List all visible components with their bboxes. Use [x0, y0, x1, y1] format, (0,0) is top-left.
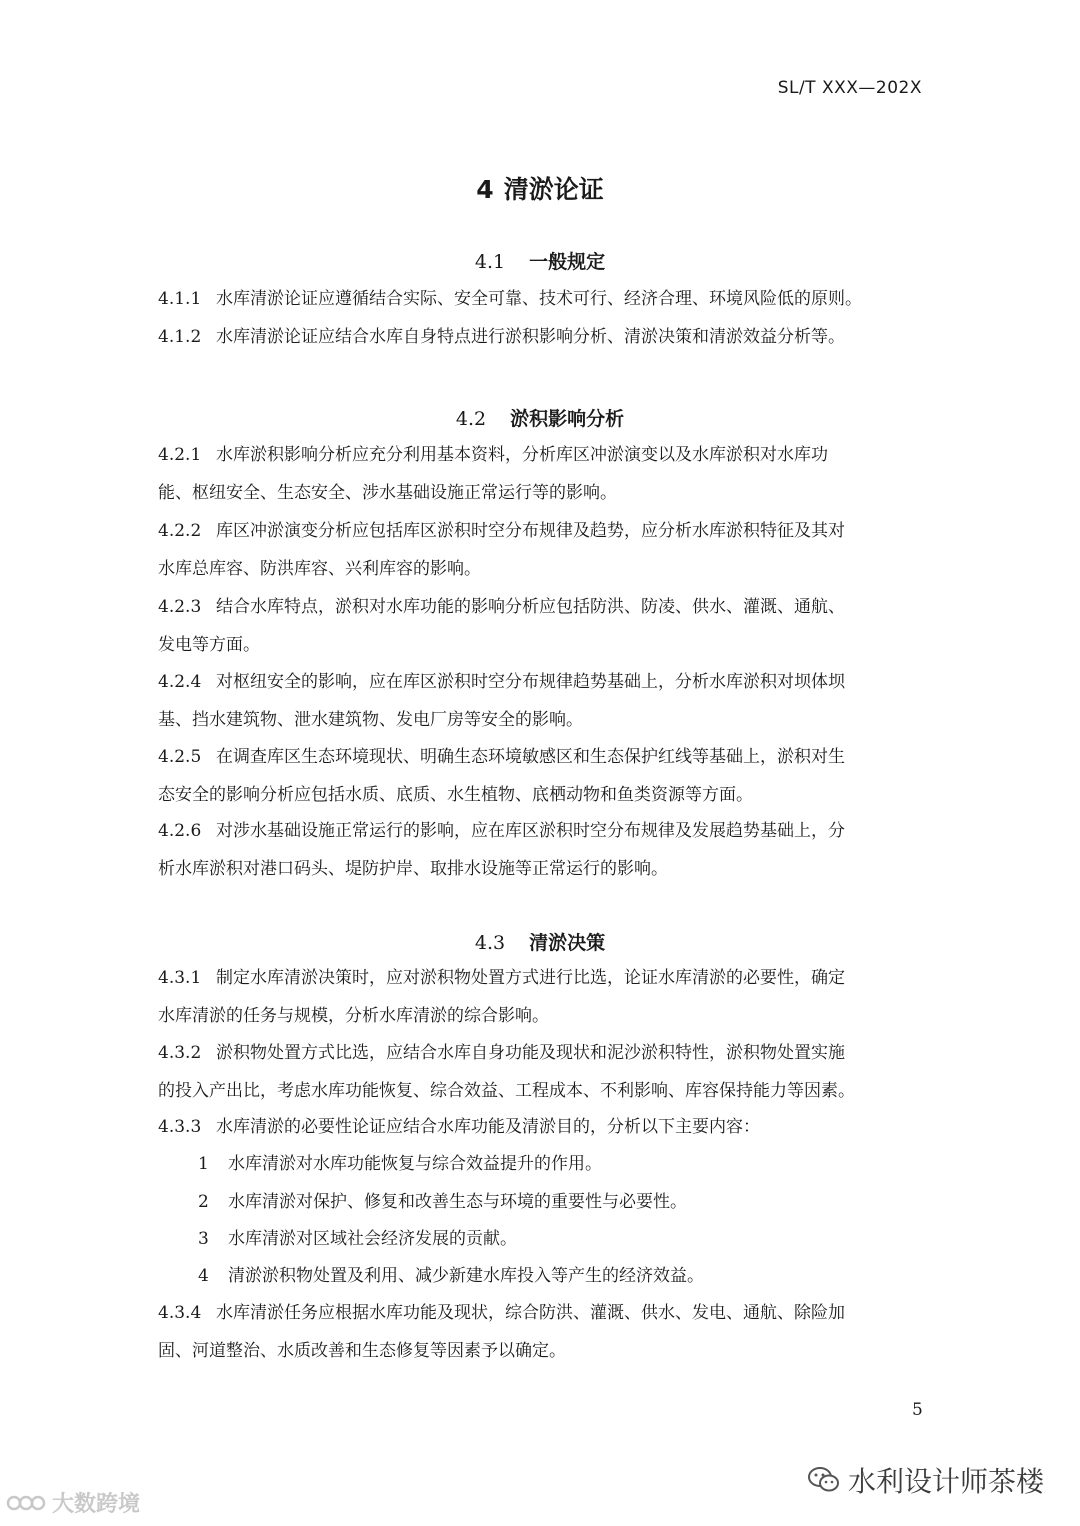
section-number: 4.2: [455, 408, 487, 430]
clause-text-line1: 在调查库区生态环境现状、明确生态环境敏感区和生态保护红线等基础上，淤积对生: [216, 747, 845, 767]
watermark-right-text: 水利设计师茶楼: [847, 1465, 1044, 1498]
clause-text-line1: 水库淤积影响分析应充分利用基本资料，分析库区冲淤演变以及水库淤积对水库功: [216, 445, 828, 465]
clause-4-1-2: [158, 318, 922, 356]
clause-4-2-5: [158, 738, 922, 814]
list-item-text: 水库清淤对保护、修复和改善生态与环境的重要性与必要性。: [228, 1192, 687, 1212]
clause-text-line2: 基、挡水建筑物、泄水建筑物、发电厂房等安全的影响。: [158, 710, 583, 730]
clause-text-line2: 的投入产出比，考虑水库功能恢复、综合效益、工程成本、不利影响、库容保持能力等因素。: [158, 1081, 855, 1101]
list-item-text: 水库清淤对水库功能恢复与综合效益提升的作用。: [228, 1154, 602, 1174]
clause-4-3-1: [158, 959, 922, 1035]
clause-number: 4.3.2: [158, 1043, 202, 1063]
watermark-right: [808, 1460, 1044, 1500]
clause-text-line2: 水库总库容、防洪库容、兴利库容的影响。: [158, 559, 481, 579]
clause-text: 水库清淤论证应结合水库自身特点进行淤积影响分析、清淤决策和清淤效益分析等。: [216, 327, 845, 347]
clause-number: 4.2.2: [158, 521, 202, 541]
clause-text-line1: 淤积物处置方式比选，应结合水库自身功能及现状和泥沙淤积特性，淤积物处置实施: [216, 1043, 845, 1063]
clause-number: 4.2.1: [158, 445, 202, 465]
clause-text-line1: 库区冲淤演变分析应包括库区淤积时空分布规律及趋势，应分析水库淤积特征及其对: [216, 521, 845, 541]
clause-text-line1: 制定水库清淤决策时，应对淤积物处置方式进行比选，论证水库清淤的必要性，确定: [216, 968, 845, 988]
clause-text-line2: 态安全的影响分析应包括水质、底质、水生植物、底栖动物和鱼类资源等方面。: [158, 785, 753, 805]
clause-text-line2: 能、枢纽安全、生态安全、涉水基础设施正常运行等的影响。: [158, 483, 617, 503]
section-number: 4.3: [474, 932, 506, 954]
watermark-left-text: 大数跨境: [52, 1492, 141, 1517]
clause-text-line1: 对枢纽安全的影响，应在库区淤积时空分布规律趋势基础上，分析水库淤积对坝体坝: [216, 672, 845, 692]
clause-number: 4.3.1: [158, 968, 202, 988]
clause-text-line1: 水库清淤任务应根据水库功能及现状，综合防洪、灌溉、供水、发电、通航、除险加: [216, 1303, 845, 1323]
clause-text-line1: 对涉水基础设施正常运行的影响，应在库区淤积时空分布规律及发展趋势基础上，分: [216, 821, 845, 841]
clause-4-2-2: [158, 512, 922, 588]
chapter-number: 4: [476, 175, 494, 204]
clause-number: 4.1.1: [158, 289, 202, 309]
clause-number: 4.3.3: [158, 1117, 202, 1137]
document-code: SL/T XXX—202X: [777, 78, 922, 98]
clause-number: 4.3.4: [158, 1303, 202, 1323]
chapter-title-text: 清淤论证: [503, 175, 604, 204]
clause-text-line2: 水库清淤的任务与规模，分析水库清淤的综合影响。: [158, 1006, 549, 1026]
chapter-title: [0, 170, 1080, 206]
list-item-number: 3: [198, 1229, 209, 1249]
section-title: 清淤决策: [529, 932, 606, 954]
clause-4-2-4: [158, 663, 922, 739]
clause-4-3-3: [158, 1108, 922, 1146]
clause-text-line2: 析水库淤积对港口码头、堤防护岸、取排水设施等正常运行的影响。: [158, 859, 668, 879]
list-item: [198, 1145, 918, 1183]
list-item: [198, 1257, 918, 1295]
section-number: 4.1: [474, 251, 506, 273]
list-item-text: 水库清淤对区域社会经济发展的贡献。: [228, 1229, 517, 1249]
section-heading-4-2: [0, 404, 1080, 431]
clause-text-line2: 固、河道整治、水质改善和生态修复等因素予以确定。: [158, 1341, 566, 1361]
brand-logo-icon: [6, 1492, 46, 1514]
clause-number: 4.1.2: [158, 327, 202, 347]
clause-text: 水库清淤论证应遵循结合实际、安全可靠、技术可行、经济合理、环境风险低的原则。: [216, 289, 862, 309]
clause-4-3-4: [158, 1294, 922, 1370]
clause-4-1-1: [158, 280, 922, 318]
list-item: [198, 1183, 918, 1221]
watermark-left: [6, 1487, 140, 1518]
clause-text-line1: 结合水库特点，淤积对水库功能的影响分析应包括防洪、防凌、供水、灌溉、通航、: [216, 597, 845, 617]
clause-number: 4.2.4: [158, 672, 202, 692]
clause-number: 4.2.3: [158, 597, 202, 617]
list-item-number: 1: [198, 1154, 209, 1174]
section-title: 淤积影响分析: [510, 408, 625, 430]
list-item: [198, 1220, 918, 1258]
clause-4-2-1: [158, 436, 922, 512]
section-heading-4-1: [0, 247, 1080, 274]
clause-4-3-2: [158, 1034, 922, 1110]
clause-4-2-3: [158, 588, 922, 664]
list-item-text: 清淤淤积物处置及利用、减少新建水库投入等产生的经济效益。: [228, 1266, 704, 1286]
clause-text-line2: 发电等方面。: [158, 635, 260, 655]
clause-4-2-6: [158, 812, 922, 888]
section-heading-4-3: [0, 928, 1080, 955]
clause-number: 4.2.5: [158, 747, 202, 767]
clause-text: 水库清淤的必要性论证应结合水库功能及清淤目的，分析以下主要内容：: [216, 1117, 760, 1137]
page-number: 5: [912, 1400, 923, 1420]
list-item-number: 2: [198, 1192, 209, 1212]
list-item-number: 4: [198, 1266, 209, 1286]
wechat-icon: [808, 1466, 840, 1494]
section-title: 一般规定: [529, 251, 606, 273]
clause-number: 4.2.6: [158, 821, 202, 841]
